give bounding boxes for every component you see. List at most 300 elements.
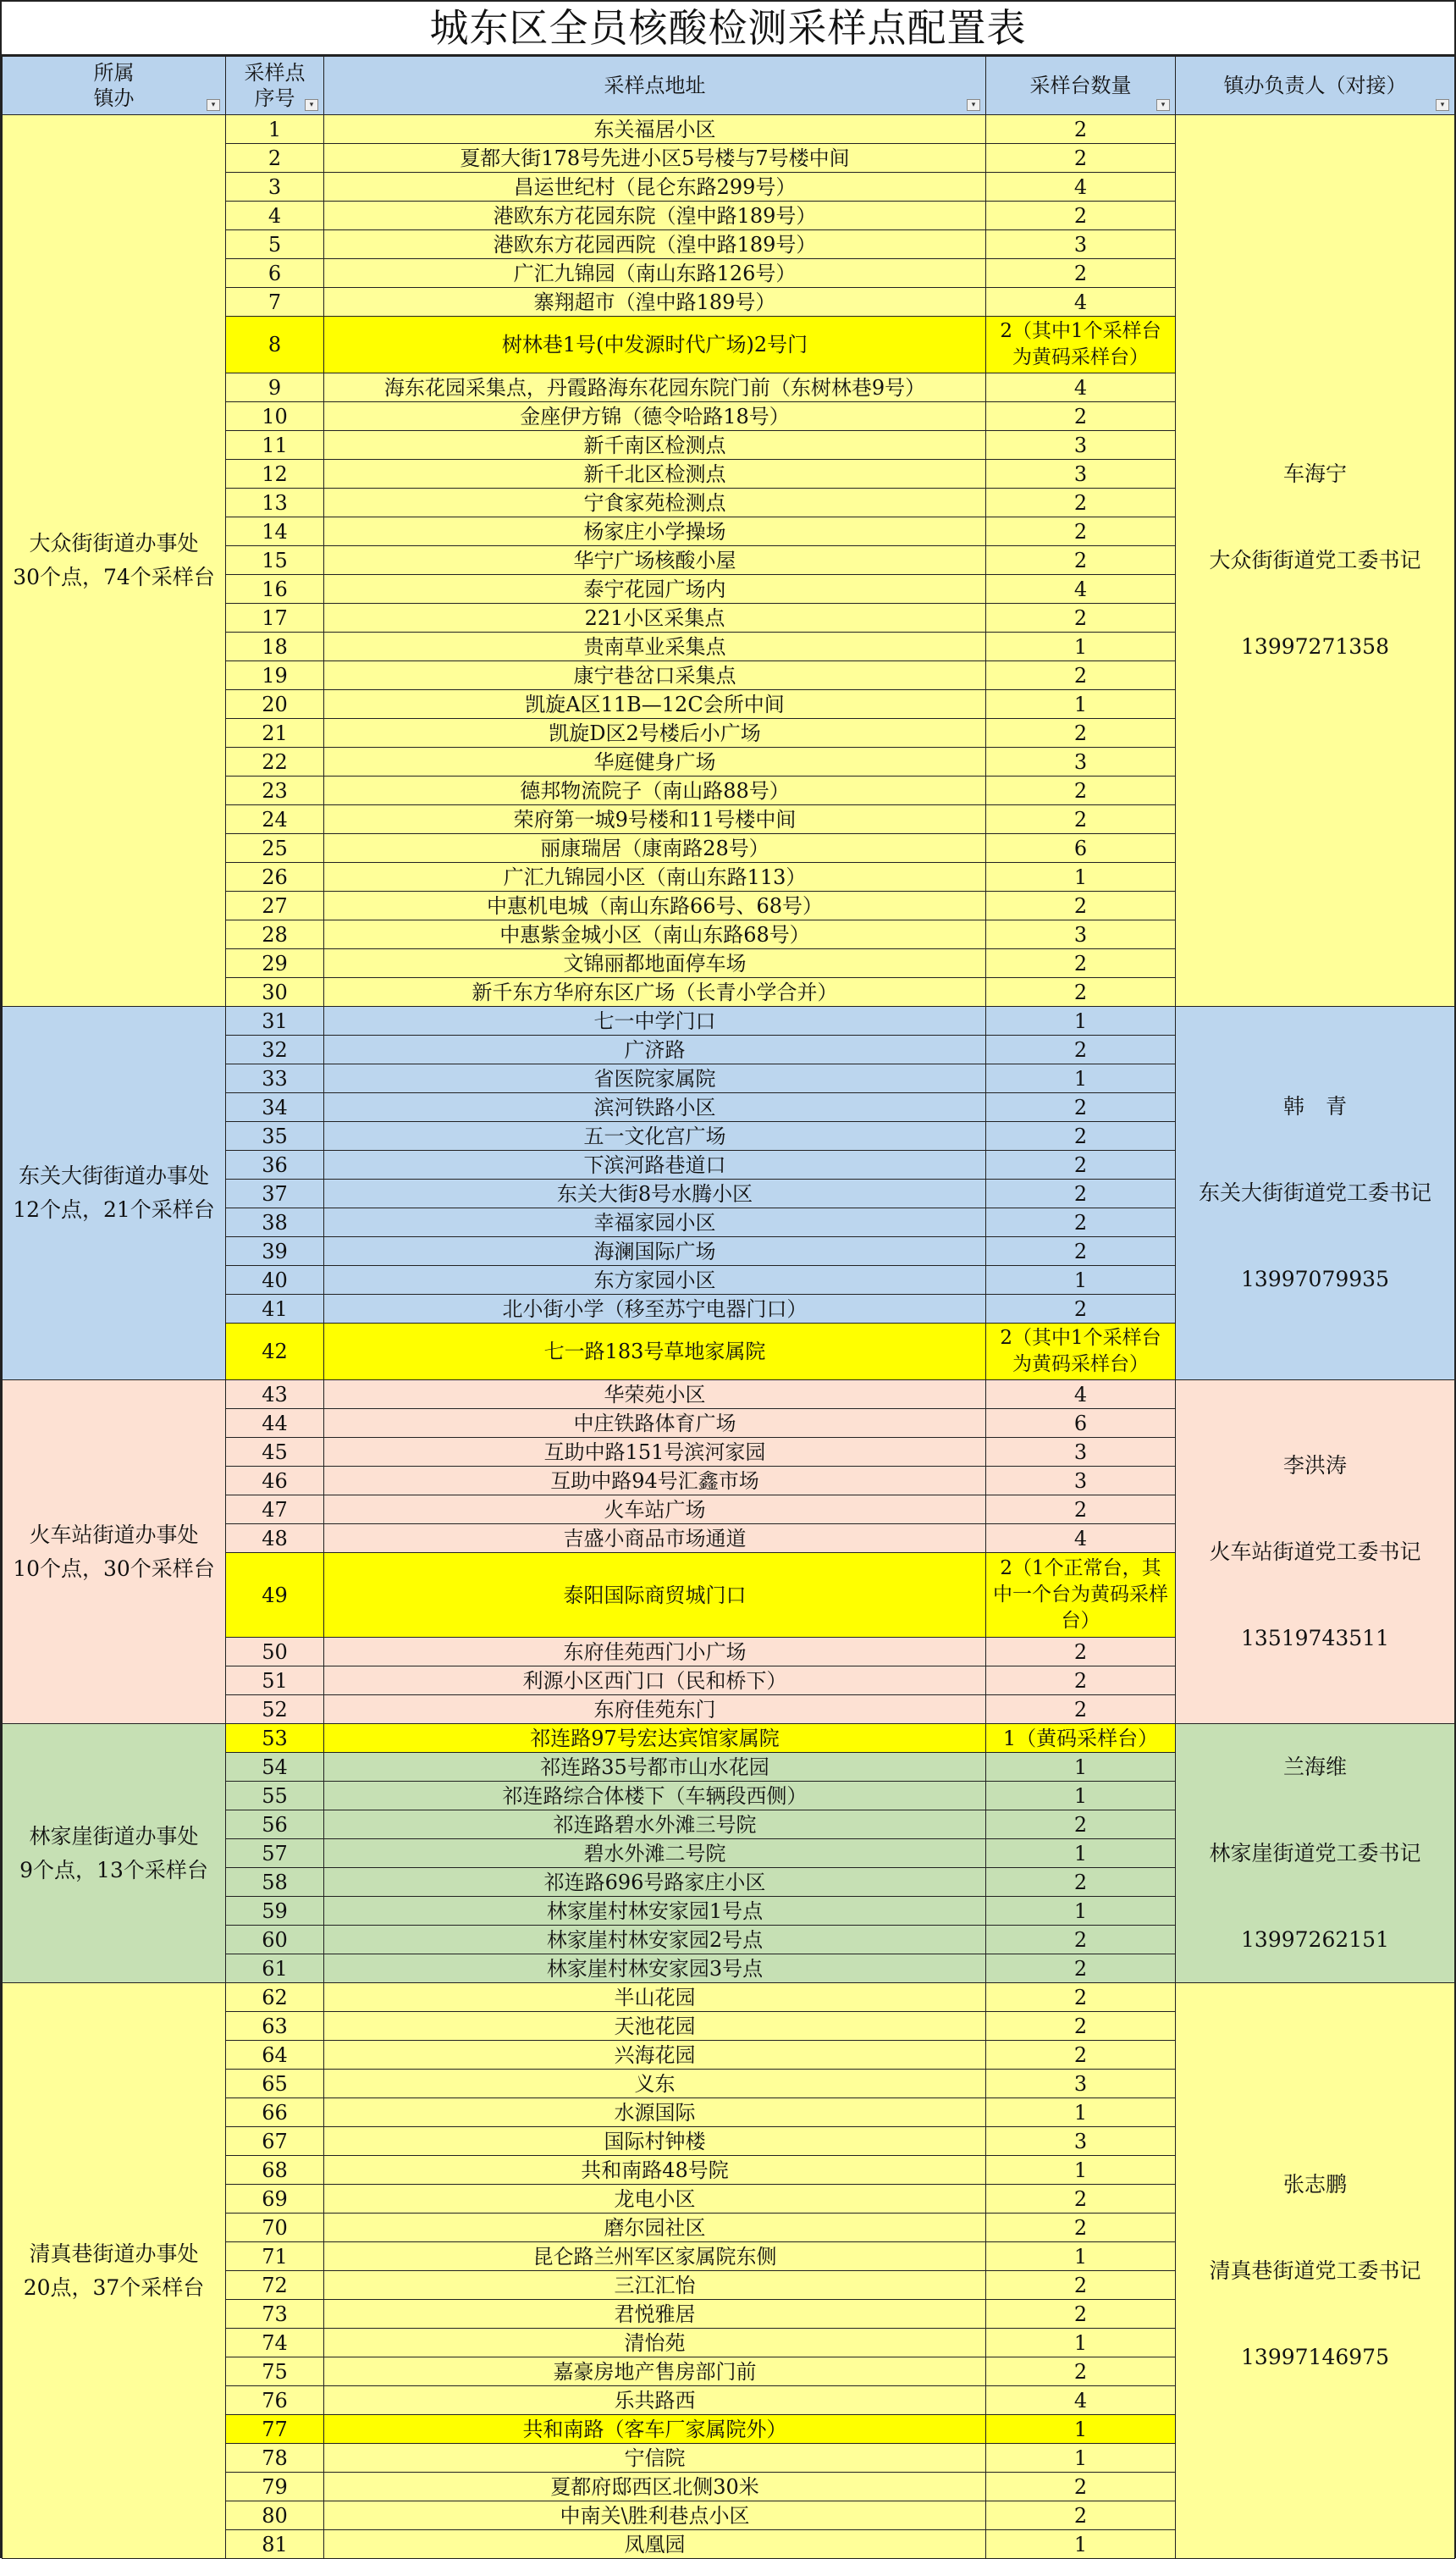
seq-cell[interactable]: 54 — [226, 1753, 324, 1782]
contact-name: 李洪涛 — [1282, 1452, 1347, 1478]
header-address[interactable] — [324, 57, 986, 115]
count-cell[interactable]: 4 — [986, 173, 1176, 202]
address-cell[interactable]: 广济路 — [324, 1036, 986, 1064]
address-cell[interactable]: 寨翔超市（湟中路189号） — [324, 288, 986, 317]
address-cell[interactable]: 华宁广场核酸小屋 — [324, 546, 986, 575]
count-cell[interactable]: 3 — [986, 2127, 1176, 2156]
header-seq[interactable] — [226, 57, 324, 115]
count-cell[interactable]: 2（其中1个采样台为黄码采样台） — [986, 317, 1176, 373]
count-cell[interactable]: 3 — [986, 230, 1176, 259]
count-cell[interactable]: 1 — [986, 690, 1176, 719]
filter-dropdown-icon[interactable]: ▾ — [967, 99, 980, 111]
count-cell[interactable]: 2 — [986, 1295, 1176, 1324]
seq-cell[interactable]: 7 — [226, 288, 324, 317]
address-cell[interactable]: 互助中路94号汇鑫市场 — [324, 1467, 986, 1495]
address-cell[interactable]: 海东花园采集点，丹霞路海东花园东院门前（东树林巷9号） — [324, 373, 986, 402]
count-cell[interactable]: 4 — [986, 2386, 1176, 2415]
seq-cell[interactable]: 79 — [226, 2473, 324, 2501]
seq-cell[interactable]: 65 — [226, 2070, 324, 2098]
district-cell[interactable] — [3, 1380, 226, 1724]
count-cell[interactable]: 1 — [986, 1753, 1176, 1782]
address-cell[interactable]: 海澜国际广场 — [324, 1237, 986, 1266]
table-row — [3, 1007, 1455, 1036]
district-cell[interactable] — [3, 1983, 226, 2559]
district-cell[interactable] — [3, 115, 226, 1007]
address-cell[interactable]: 中惠紫金城小区（南山东路68号） — [324, 920, 986, 949]
address-cell[interactable]: 祁连路97号宏达宾馆家属院 — [324, 1724, 986, 1753]
address-cell[interactable]: 新千北区检测点 — [324, 460, 986, 489]
spacer — [1176, 575, 1454, 633]
address-cell[interactable]: 国际村钟楼 — [324, 2127, 986, 2156]
count-cell[interactable]: 2 — [986, 805, 1176, 834]
address-cell[interactable]: 凤凰园 — [324, 2530, 986, 2559]
count-cell[interactable]: 1 — [986, 633, 1176, 661]
spacer — [1176, 1868, 1454, 1926]
address-cell[interactable]: 祁连路35号都市山水花园 — [324, 1753, 986, 1782]
seq-cell[interactable]: 49 — [226, 1553, 324, 1638]
count-cell[interactable]: 6 — [986, 834, 1176, 863]
count-cell[interactable]: 2 — [986, 1695, 1176, 1724]
seq-cell[interactable]: 10 — [226, 402, 324, 431]
contact-name: 张志鹏 — [1282, 2171, 1347, 2197]
address-cell[interactable]: 凯旋D区2号楼后小广场 — [324, 719, 986, 748]
contact-phone: 13997271358 — [1241, 634, 1389, 659]
address-cell[interactable]: 宁食家苑检测点 — [324, 489, 986, 517]
address-cell[interactable]: 天池花园 — [324, 2012, 986, 2041]
address-cell[interactable]: 昆仑路兰州军区家属院东侧 — [324, 2242, 986, 2271]
seq-cell[interactable]: 48 — [226, 1524, 324, 1553]
seq-cell[interactable]: 9 — [226, 373, 324, 402]
address-cell[interactable]: 吉盛小商品市场通道 — [324, 1524, 986, 1553]
address-cell[interactable]: 清怡苑 — [324, 2329, 986, 2357]
address-cell[interactable]: 港欧东方花园西院（湟中路189号） — [324, 230, 986, 259]
seq-cell[interactable]: 40 — [226, 1266, 324, 1295]
count-cell[interactable]: 6 — [986, 1409, 1176, 1438]
seq-cell[interactable]: 52 — [226, 1695, 324, 1724]
contact-cell[interactable] — [1176, 1007, 1455, 1380]
contact-phone: 13519743511 — [1241, 1625, 1389, 1650]
count-cell[interactable]: 2 — [986, 892, 1176, 920]
seq-cell[interactable]: 45 — [226, 1438, 324, 1467]
seq-cell[interactable]: 71 — [226, 2242, 324, 2271]
address-cell[interactable]: 贵南草业采集点 — [324, 633, 986, 661]
address-cell[interactable]: 新千南区检测点 — [324, 431, 986, 460]
address-cell[interactable]: 中庄铁路体育广场 — [324, 1409, 986, 1438]
seq-cell[interactable]: 39 — [226, 1237, 324, 1266]
table-body — [3, 115, 1455, 2559]
count-cell[interactable]: 1 — [986, 1007, 1176, 1036]
seq-cell[interactable]: 37 — [226, 1180, 324, 1208]
address-cell[interactable]: 碧水外滩二号院 — [324, 1839, 986, 1868]
contact-title: 清真巷街道党工委书记 — [1209, 2258, 1421, 2283]
count-cell[interactable]: 1 — [986, 2242, 1176, 2271]
count-cell[interactable]: 2 — [986, 1122, 1176, 1151]
seq-cell[interactable]: 25 — [226, 834, 324, 863]
address-cell[interactable]: 互助中路151号滨河家园 — [324, 1438, 986, 1467]
address-cell[interactable]: 七一中学门口 — [324, 1007, 986, 1036]
district-cell[interactable] — [3, 1724, 226, 1983]
count-cell[interactable]: 2（1个正常台，其中一个台为黄码采样台） — [986, 1553, 1176, 1638]
count-cell[interactable]: 4 — [986, 1380, 1176, 1409]
seq-cell[interactable]: 28 — [226, 920, 324, 949]
address-cell[interactable]: 东府佳苑西门小广场 — [324, 1638, 986, 1666]
address-cell[interactable]: 省医院家属院 — [324, 1064, 986, 1093]
address-cell[interactable]: 221小区采集点 — [324, 604, 986, 633]
count-cell[interactable]: 2 — [986, 1237, 1176, 1266]
address-cell[interactable]: 祁连路综合体楼下（车辆段西侧） — [324, 1782, 986, 1810]
count-cell[interactable]: 3 — [986, 1438, 1176, 1467]
spacer — [1176, 1121, 1454, 1179]
address-cell[interactable]: 火车站广场 — [324, 1495, 986, 1524]
count-cell[interactable]: 2 — [986, 1666, 1176, 1695]
seq-cell[interactable]: 4 — [226, 202, 324, 230]
seq-cell[interactable]: 57 — [226, 1839, 324, 1868]
address-cell[interactable]: 杨家庄小学操场 — [324, 517, 986, 546]
address-cell[interactable]: 宁信院 — [324, 2444, 986, 2473]
seq-cell[interactable]: 3 — [226, 173, 324, 202]
seq-cell[interactable]: 61 — [226, 1954, 324, 1983]
seq-cell[interactable]: 64 — [226, 2041, 324, 2070]
address-cell[interactable]: 树林巷1号(中发源时代广场)2号门 — [324, 317, 986, 373]
sheet-title: 城东区全员核酸检测采样点配置表 — [2, 0, 1454, 56]
seq-cell[interactable]: 41 — [226, 1295, 324, 1324]
address-cell[interactable]: 林家崖村林安家园3号点 — [324, 1954, 986, 1983]
seq-cell[interactable]: 16 — [226, 575, 324, 604]
seq-cell[interactable]: 66 — [226, 2098, 324, 2127]
count-cell[interactable]: 2 — [986, 259, 1176, 288]
seq-cell[interactable]: 73 — [226, 2300, 324, 2329]
address-cell[interactable]: 夏都大街178号先进小区5号楼与7号楼中间 — [324, 144, 986, 173]
address-cell[interactable]: 祁连路碧水外滩三号院 — [324, 1810, 986, 1839]
seq-cell[interactable]: 75 — [226, 2357, 324, 2386]
address-cell[interactable]: 新千东方华府东区广场（长青小学合并） — [324, 978, 986, 1007]
count-cell[interactable]: 2 — [986, 2473, 1176, 2501]
header-row — [3, 57, 1455, 115]
address-cell[interactable]: 东关大街8号水腾小区 — [324, 1180, 986, 1208]
count-cell[interactable]: 2 — [986, 1208, 1176, 1237]
filter-dropdown-icon[interactable]: ▾ — [207, 99, 220, 111]
address-cell[interactable]: 共和南路48号院 — [324, 2156, 986, 2185]
contact-cell[interactable] — [1176, 115, 1455, 1007]
address-cell[interactable]: 兴海花园 — [324, 2041, 986, 2070]
count-cell[interactable]: 2 — [986, 1638, 1176, 1666]
seq-cell[interactable]: 53 — [226, 1724, 324, 1753]
count-cell[interactable]: 3 — [986, 1467, 1176, 1495]
seq-cell[interactable]: 21 — [226, 719, 324, 748]
seq-cell[interactable]: 15 — [226, 546, 324, 575]
address-cell[interactable]: 君悦雅居 — [324, 2300, 986, 2329]
contact-title: 林家崖街道党工委书记 — [1209, 1840, 1421, 1865]
spacer — [1176, 2285, 1454, 2343]
spacer — [1176, 1480, 1454, 1538]
address-cell[interactable]: 广汇九锦园（南山东路126号） — [324, 259, 986, 288]
count-cell[interactable]: 3 — [986, 2070, 1176, 2098]
address-cell[interactable]: 五一文化宫广场 — [324, 1122, 986, 1151]
count-cell[interactable]: 4 — [986, 288, 1176, 317]
contact-cell[interactable] — [1176, 1983, 1455, 2559]
count-cell[interactable]: 1 — [986, 1064, 1176, 1093]
seq-cell[interactable]: 60 — [226, 1926, 324, 1954]
address-cell[interactable]: 凯旋A区11B—12C会所中间 — [324, 690, 986, 719]
contact-title: 大众街街道党工委书记 — [1209, 548, 1421, 572]
seq-cell[interactable]: 13 — [226, 489, 324, 517]
contact-name: 车海宁 — [1282, 462, 1347, 486]
seq-cell[interactable]: 51 — [226, 1666, 324, 1695]
seq-cell[interactable]: 44 — [226, 1409, 324, 1438]
count-cell[interactable]: 2 — [986, 1868, 1176, 1897]
count-cell[interactable]: 2 — [986, 1495, 1176, 1524]
sampling-table — [2, 56, 1455, 2559]
seq-cell[interactable]: 80 — [226, 2501, 324, 2530]
count-cell[interactable]: 1 — [986, 863, 1176, 892]
count-cell[interactable]: 1 — [986, 2530, 1176, 2559]
seq-cell[interactable]: 30 — [226, 978, 324, 1007]
address-cell[interactable]: 林家崖村林安家园1号点 — [324, 1897, 986, 1926]
district-label: 火车站街道办事处 10个点，30个采样台 — [13, 1522, 215, 1581]
count-cell[interactable]: 4 — [986, 373, 1176, 402]
count-cell[interactable]: 2 — [986, 604, 1176, 633]
count-cell[interactable]: 1 — [986, 2098, 1176, 2127]
seq-cell[interactable]: 58 — [226, 1868, 324, 1897]
address-cell[interactable]: 林家崖村林安家园2号点 — [324, 1926, 986, 1954]
count-cell[interactable]: 2 — [986, 2271, 1176, 2300]
seq-cell[interactable]: 50 — [226, 1638, 324, 1666]
district-label: 大众街街道办事处 30个点，74个采样台 — [13, 531, 215, 589]
count-cell[interactable]: 2 — [986, 978, 1176, 1007]
seq-cell[interactable]: 12 — [226, 460, 324, 489]
seq-cell[interactable]: 6 — [226, 259, 324, 288]
seq-cell[interactable]: 46 — [226, 1467, 324, 1495]
count-cell[interactable]: 2 — [986, 949, 1176, 978]
count-cell[interactable]: 2 — [986, 1180, 1176, 1208]
count-cell[interactable]: 2 — [986, 2185, 1176, 2214]
address-cell[interactable]: 中惠机电城（南山东路66号、68号） — [324, 892, 986, 920]
seq-cell[interactable]: 74 — [226, 2329, 324, 2357]
seq-cell[interactable]: 29 — [226, 949, 324, 978]
address-cell[interactable]: 嘉豪房地产售房部门前 — [324, 2357, 986, 2386]
count-cell[interactable]: 2 — [986, 661, 1176, 690]
spacer — [1176, 1208, 1454, 1265]
seq-cell[interactable]: 55 — [226, 1782, 324, 1810]
address-cell[interactable]: 华庭健身广场 — [324, 748, 986, 777]
address-cell[interactable]: 义东 — [324, 2070, 986, 2098]
address-cell[interactable]: 共和南路（客车厂家属院外） — [324, 2415, 986, 2444]
seq-cell[interactable]: 8 — [226, 317, 324, 373]
count-cell[interactable]: 2 — [986, 489, 1176, 517]
header-count-label: 采样台数量 — [1029, 74, 1132, 97]
seq-cell[interactable]: 69 — [226, 2185, 324, 2214]
count-cell[interactable]: 2 — [986, 2357, 1176, 2386]
seq-cell[interactable]: 63 — [226, 2012, 324, 2041]
filter-dropdown-icon[interactable]: ▾ — [305, 99, 318, 111]
district-cell[interactable] — [3, 1007, 226, 1380]
spacer — [1176, 1567, 1454, 1624]
count-cell[interactable]: 2 — [986, 1151, 1176, 1180]
table-row — [3, 1724, 1455, 1753]
count-cell[interactable]: 2 — [986, 1810, 1176, 1839]
seq-cell[interactable]: 17 — [226, 604, 324, 633]
count-cell[interactable]: 2 — [986, 1983, 1176, 2012]
count-cell[interactable]: 2（其中1个采样台为黄码采样台） — [986, 1324, 1176, 1380]
seq-cell[interactable]: 34 — [226, 1093, 324, 1122]
count-cell[interactable]: 2 — [986, 144, 1176, 173]
seq-cell[interactable]: 68 — [226, 2156, 324, 2185]
seq-cell[interactable]: 59 — [226, 1897, 324, 1926]
filter-dropdown-icon[interactable]: ▾ — [1156, 99, 1170, 111]
seq-cell[interactable]: 22 — [226, 748, 324, 777]
seq-cell[interactable]: 76 — [226, 2386, 324, 2415]
seq-cell[interactable]: 26 — [226, 863, 324, 892]
count-cell[interactable]: 1 — [986, 1897, 1176, 1926]
count-cell[interactable]: 3 — [986, 460, 1176, 489]
address-cell[interactable]: 泰阳国际商贸城门口 — [324, 1553, 986, 1638]
seq-cell[interactable]: 36 — [226, 1151, 324, 1180]
address-cell[interactable]: 磨尔园社区 — [324, 2214, 986, 2242]
seq-cell[interactable]: 78 — [226, 2444, 324, 2473]
address-cell[interactable]: 文锦丽都地面停车场 — [324, 949, 986, 978]
contact-phone: 13997262151 — [1241, 1926, 1389, 1952]
seq-cell[interactable]: 2 — [226, 144, 324, 173]
header-contact[interactable] — [1176, 57, 1455, 115]
count-cell[interactable]: 3 — [986, 748, 1176, 777]
seq-cell[interactable]: 35 — [226, 1122, 324, 1151]
count-cell[interactable]: 1 — [986, 1266, 1176, 1295]
table-row — [3, 1983, 1455, 2012]
count-cell[interactable]: 2 — [986, 1926, 1176, 1954]
contact-name: 兰海维 — [1282, 1754, 1347, 1779]
seq-cell[interactable]: 11 — [226, 431, 324, 460]
address-cell[interactable]: 东府佳苑东门 — [324, 1695, 986, 1724]
address-cell[interactable]: 北小街小学（移至苏宁电器门口） — [324, 1295, 986, 1324]
count-cell[interactable]: 2 — [986, 719, 1176, 748]
count-cell[interactable]: 1 — [986, 1839, 1176, 1868]
count-cell[interactable]: 2 — [986, 2012, 1176, 2041]
seq-cell[interactable]: 27 — [226, 892, 324, 920]
address-cell[interactable]: 荣府第一城9号楼和11号楼中间 — [324, 805, 986, 834]
address-cell[interactable]: 利源小区西门口（民和桥下） — [324, 1666, 986, 1695]
seq-cell[interactable]: 19 — [226, 661, 324, 690]
count-cell[interactable]: 1 — [986, 2444, 1176, 2473]
seq-cell[interactable]: 32 — [226, 1036, 324, 1064]
address-cell[interactable]: 滨河铁路小区 — [324, 1093, 986, 1122]
count-cell[interactable]: 2 — [986, 777, 1176, 805]
header-district[interactable] — [3, 57, 226, 115]
seq-cell[interactable]: 20 — [226, 690, 324, 719]
seq-cell[interactable]: 38 — [226, 1208, 324, 1237]
count-cell[interactable]: 3 — [986, 431, 1176, 460]
count-cell[interactable]: 2 — [986, 2041, 1176, 2070]
contact-phone: 13997079935 — [1241, 1267, 1389, 1291]
seq-cell[interactable]: 42 — [226, 1324, 324, 1380]
seq-cell[interactable]: 70 — [226, 2214, 324, 2242]
filter-dropdown-icon[interactable]: ▾ — [1436, 99, 1449, 111]
count-cell[interactable]: 2 — [986, 2501, 1176, 2530]
seq-cell[interactable]: 72 — [226, 2271, 324, 2300]
seq-cell[interactable]: 43 — [226, 1380, 324, 1409]
table-row — [3, 115, 1455, 144]
address-cell[interactable]: 七一路183号草地家属院 — [324, 1324, 986, 1380]
address-cell[interactable]: 广汇九锦园小区（南山东路113） — [324, 863, 986, 892]
address-cell[interactable]: 乐共路西 — [324, 2386, 986, 2415]
address-cell[interactable]: 港欧东方花园东院（湟中路189号） — [324, 202, 986, 230]
address-cell[interactable]: 东关福居小区 — [324, 115, 986, 144]
count-cell[interactable]: 3 — [986, 920, 1176, 949]
count-cell[interactable]: 2 — [986, 2300, 1176, 2329]
count-cell[interactable]: 1 — [986, 2415, 1176, 2444]
district-label: 清真巷街道办事处 20点，37个采样台 — [23, 2241, 205, 2300]
seq-cell[interactable]: 47 — [226, 1495, 324, 1524]
address-cell[interactable]: 华荣苑小区 — [324, 1380, 986, 1409]
count-cell[interactable]: 4 — [986, 1524, 1176, 1553]
count-cell[interactable]: 2 — [986, 202, 1176, 230]
header-count[interactable] — [986, 57, 1176, 115]
seq-cell[interactable]: 81 — [226, 2530, 324, 2559]
count-cell[interactable]: 4 — [986, 575, 1176, 604]
address-cell[interactable]: 夏都府邸西区北侧30米 — [324, 2473, 986, 2501]
count-cell[interactable]: 2 — [986, 402, 1176, 431]
seq-cell[interactable]: 5 — [226, 230, 324, 259]
seq-cell[interactable]: 67 — [226, 2127, 324, 2156]
count-cell[interactable]: 2 — [986, 517, 1176, 546]
address-cell[interactable]: 德邦物流院子（南山路88号） — [324, 777, 986, 805]
seq-cell[interactable]: 1 — [226, 115, 324, 144]
address-cell[interactable]: 半山花园 — [324, 1983, 986, 2012]
header-address-label: 采样点地址 — [604, 74, 706, 97]
header-seq-label: 采样点 序号 — [244, 61, 306, 110]
contact-cell[interactable] — [1176, 1380, 1455, 1724]
seq-cell[interactable]: 31 — [226, 1007, 324, 1036]
seq-cell[interactable]: 18 — [226, 633, 324, 661]
spacer — [1176, 2199, 1454, 2257]
count-cell[interactable]: 2 — [986, 1093, 1176, 1122]
table-row — [3, 1380, 1455, 1409]
count-cell[interactable]: 1 — [986, 1782, 1176, 1810]
address-cell[interactable]: 丽康瑞居（康南路28号） — [324, 834, 986, 863]
count-cell[interactable]: 2 — [986, 2214, 1176, 2242]
contact-phone: 13997146975 — [1241, 2344, 1389, 2369]
count-cell[interactable]: 2 — [986, 546, 1176, 575]
count-cell[interactable]: 2 — [986, 1036, 1176, 1064]
address-cell[interactable]: 泰宁花园广场内 — [324, 575, 986, 604]
count-cell[interactable]: 2 — [986, 115, 1176, 144]
contact-title: 火车站街道党工委书记 — [1209, 1539, 1421, 1564]
address-cell[interactable]: 金座伊方锦（德令哈路18号） — [324, 402, 986, 431]
address-cell[interactable]: 祁连路696号路家庄小区 — [324, 1868, 986, 1897]
seq-cell[interactable]: 77 — [226, 2415, 324, 2444]
contact-cell[interactable] — [1176, 1724, 1455, 1983]
seq-cell[interactable]: 62 — [226, 1983, 324, 2012]
address-cell[interactable]: 龙电小区 — [324, 2185, 986, 2214]
address-cell[interactable]: 水源国际 — [324, 2098, 986, 2127]
seq-cell[interactable]: 56 — [226, 1810, 324, 1839]
count-cell[interactable]: 1 — [986, 2156, 1176, 2185]
seq-cell[interactable]: 23 — [226, 777, 324, 805]
address-cell[interactable]: 中南关\胜利巷点小区 — [324, 2501, 986, 2530]
header-district-label: 所属 镇办 — [93, 61, 135, 110]
address-cell[interactable]: 东方家园小区 — [324, 1266, 986, 1295]
address-cell[interactable]: 幸福家园小区 — [324, 1208, 986, 1237]
seq-cell[interactable]: 14 — [226, 517, 324, 546]
count-cell[interactable]: 2 — [986, 1954, 1176, 1983]
count-cell[interactable]: 1（黄码采样台） — [986, 1724, 1176, 1753]
count-cell[interactable]: 1 — [986, 2329, 1176, 2357]
address-cell[interactable]: 三江汇怡 — [324, 2271, 986, 2300]
seq-cell[interactable]: 33 — [226, 1064, 324, 1093]
address-cell[interactable]: 康宁巷岔口采集点 — [324, 661, 986, 690]
address-cell[interactable]: 下滨河路巷道口 — [324, 1151, 986, 1180]
address-cell[interactable]: 昌运世纪村（昆仑东路299号） — [324, 173, 986, 202]
seq-cell[interactable]: 24 — [226, 805, 324, 834]
